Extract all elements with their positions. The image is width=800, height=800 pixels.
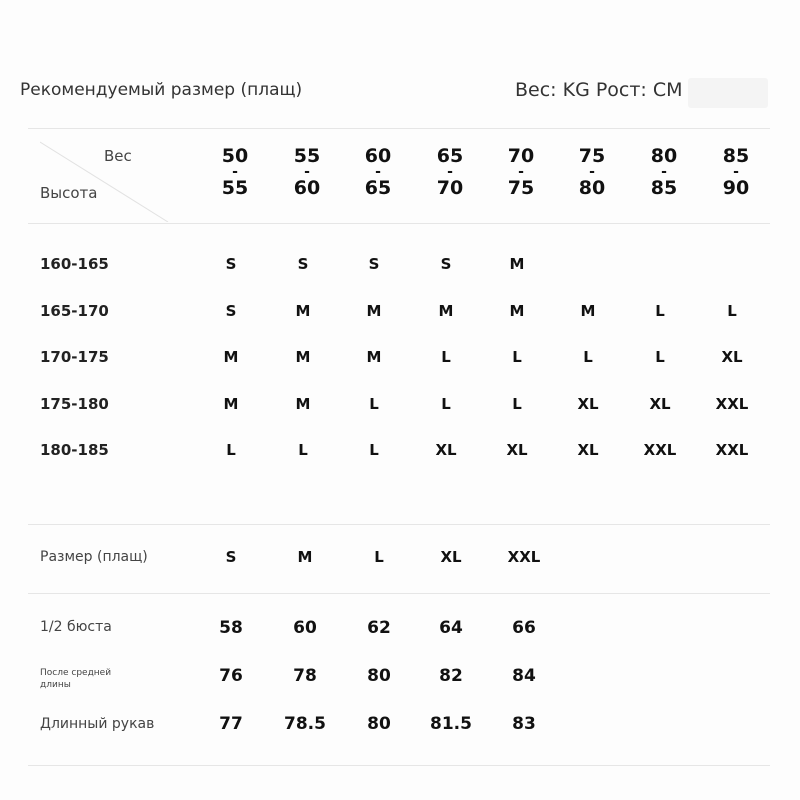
weight-range-high: 90 bbox=[722, 177, 750, 199]
weight-range-dash: - bbox=[232, 164, 238, 180]
measurement-value: 77 bbox=[219, 714, 243, 734]
weight-range-low: 65 bbox=[436, 145, 464, 167]
size-cell: XXL bbox=[715, 441, 749, 459]
height-range-label: 160-165 bbox=[40, 255, 109, 273]
weight-range-dash: - bbox=[661, 164, 667, 180]
size-cell: XL bbox=[577, 441, 599, 459]
weight-range-high: 70 bbox=[436, 177, 464, 199]
weight-range-header bbox=[282, 145, 332, 199]
weight-range-high: 75 bbox=[507, 177, 535, 199]
measurement-row-label: 1/2 бюста bbox=[40, 619, 112, 635]
weight-range-dash: - bbox=[304, 164, 310, 180]
measurement-value: 80 bbox=[367, 666, 391, 686]
weight-range-high: 55 bbox=[221, 177, 249, 199]
measurement-value: 80 bbox=[367, 714, 391, 734]
size-cell: S bbox=[440, 255, 452, 273]
size-cell: XL bbox=[506, 441, 528, 459]
divider-top bbox=[28, 128, 770, 129]
size-cell: M bbox=[509, 255, 525, 273]
size-cell: S bbox=[368, 255, 380, 273]
measurement-value: 78.5 bbox=[284, 714, 326, 734]
size-cell: S bbox=[225, 302, 237, 320]
measurement-value: 64 bbox=[439, 618, 463, 638]
weight-range-low: 75 bbox=[578, 145, 606, 167]
weight-range-high: 85 bbox=[650, 177, 678, 199]
measurement-value: 60 bbox=[293, 618, 317, 638]
size-cell: L bbox=[655, 348, 665, 366]
weight-range-header bbox=[210, 145, 260, 199]
measurement-value: 58 bbox=[219, 618, 243, 638]
divider-bottom bbox=[28, 765, 770, 766]
measurement-size-header: XXL bbox=[507, 548, 541, 566]
weight-range-dash: - bbox=[518, 164, 524, 180]
size-cell: M bbox=[366, 302, 382, 320]
weight-range-header bbox=[567, 145, 617, 199]
weight-range-low: 55 bbox=[293, 145, 321, 167]
weight-range-low: 50 bbox=[221, 145, 249, 167]
height-range-label: 180-185 bbox=[40, 441, 109, 459]
divider-middle bbox=[28, 524, 770, 525]
weight-range-low: 70 bbox=[507, 145, 535, 167]
size-cell: L bbox=[441, 348, 451, 366]
height-range-label: 165-170 bbox=[40, 302, 109, 320]
weight-range-low: 85 bbox=[722, 145, 750, 167]
size-cell: M bbox=[295, 348, 311, 366]
height-axis-label: Высота bbox=[40, 184, 98, 202]
measurement-row-label: Длинный рукав bbox=[40, 716, 155, 732]
size-cell: L bbox=[655, 302, 665, 320]
weight-axis-label: Вес bbox=[104, 147, 132, 165]
size-cell: L bbox=[583, 348, 593, 366]
measurement-size-label: Размер (плащ) bbox=[40, 549, 148, 565]
weight-range-high: 80 bbox=[578, 177, 606, 199]
size-cell: XL bbox=[649, 395, 671, 413]
size-cell: M bbox=[223, 348, 239, 366]
measurement-value: 84 bbox=[512, 666, 536, 686]
size-cell: L bbox=[441, 395, 451, 413]
weight-range-header bbox=[353, 145, 403, 199]
size-cell: M bbox=[223, 395, 239, 413]
weight-range-dash: - bbox=[589, 164, 595, 180]
measurement-row-label: После средней длины bbox=[40, 668, 112, 690]
measurement-value: 83 bbox=[512, 714, 536, 734]
measurement-size-header: XL bbox=[440, 548, 462, 566]
size-cell: M bbox=[509, 302, 525, 320]
size-cell: L bbox=[727, 302, 737, 320]
measurement-value: 82 bbox=[439, 666, 463, 686]
size-cell: XXL bbox=[643, 441, 677, 459]
weight-range-high: 65 bbox=[364, 177, 392, 199]
weight-range-header bbox=[496, 145, 546, 199]
weight-range-low: 80 bbox=[650, 145, 678, 167]
height-range-label: 175-180 bbox=[40, 395, 109, 413]
measurement-size-header: L bbox=[374, 548, 384, 566]
measurement-value: 78 bbox=[293, 666, 317, 686]
size-cell: M bbox=[295, 395, 311, 413]
size-cell: L bbox=[369, 441, 379, 459]
size-cell: M bbox=[366, 348, 382, 366]
size-cell: S bbox=[225, 255, 237, 273]
weight-range-dash: - bbox=[733, 164, 739, 180]
weight-range-low: 60 bbox=[364, 145, 392, 167]
size-cell: L bbox=[512, 395, 522, 413]
divider-header bbox=[28, 223, 770, 224]
size-cell: L bbox=[512, 348, 522, 366]
size-cell: S bbox=[297, 255, 309, 273]
chart-title: Рекомендуемый размер (плащ) bbox=[20, 80, 303, 100]
measurement-value: 62 bbox=[367, 618, 391, 638]
weight-range-dash: - bbox=[375, 164, 381, 180]
weight-range-header bbox=[425, 145, 475, 199]
measurement-value: 66 bbox=[512, 618, 536, 638]
height-range-label: 170-175 bbox=[40, 348, 109, 366]
weight-range-dash: - bbox=[447, 164, 453, 180]
size-cell: XL bbox=[435, 441, 457, 459]
size-cell: M bbox=[438, 302, 454, 320]
size-cell: L bbox=[226, 441, 236, 459]
blurred-area bbox=[688, 78, 768, 108]
measurement-size-header: M bbox=[297, 548, 313, 566]
units-label: Вес: KG Рост: CM bbox=[515, 79, 683, 101]
size-cell: L bbox=[369, 395, 379, 413]
weight-range-high: 60 bbox=[293, 177, 321, 199]
measurement-value: 81.5 bbox=[430, 714, 472, 734]
measurement-value: 76 bbox=[219, 666, 243, 686]
size-cell: M bbox=[580, 302, 596, 320]
size-cell: XL bbox=[577, 395, 599, 413]
size-cell: XXL bbox=[715, 395, 749, 413]
measurement-size-header: S bbox=[225, 548, 237, 566]
divider-sizes bbox=[28, 593, 770, 594]
size-cell: L bbox=[298, 441, 308, 459]
size-cell: XL bbox=[721, 348, 743, 366]
weight-range-header bbox=[711, 145, 761, 199]
weight-range-header bbox=[639, 145, 689, 199]
size-cell: M bbox=[295, 302, 311, 320]
